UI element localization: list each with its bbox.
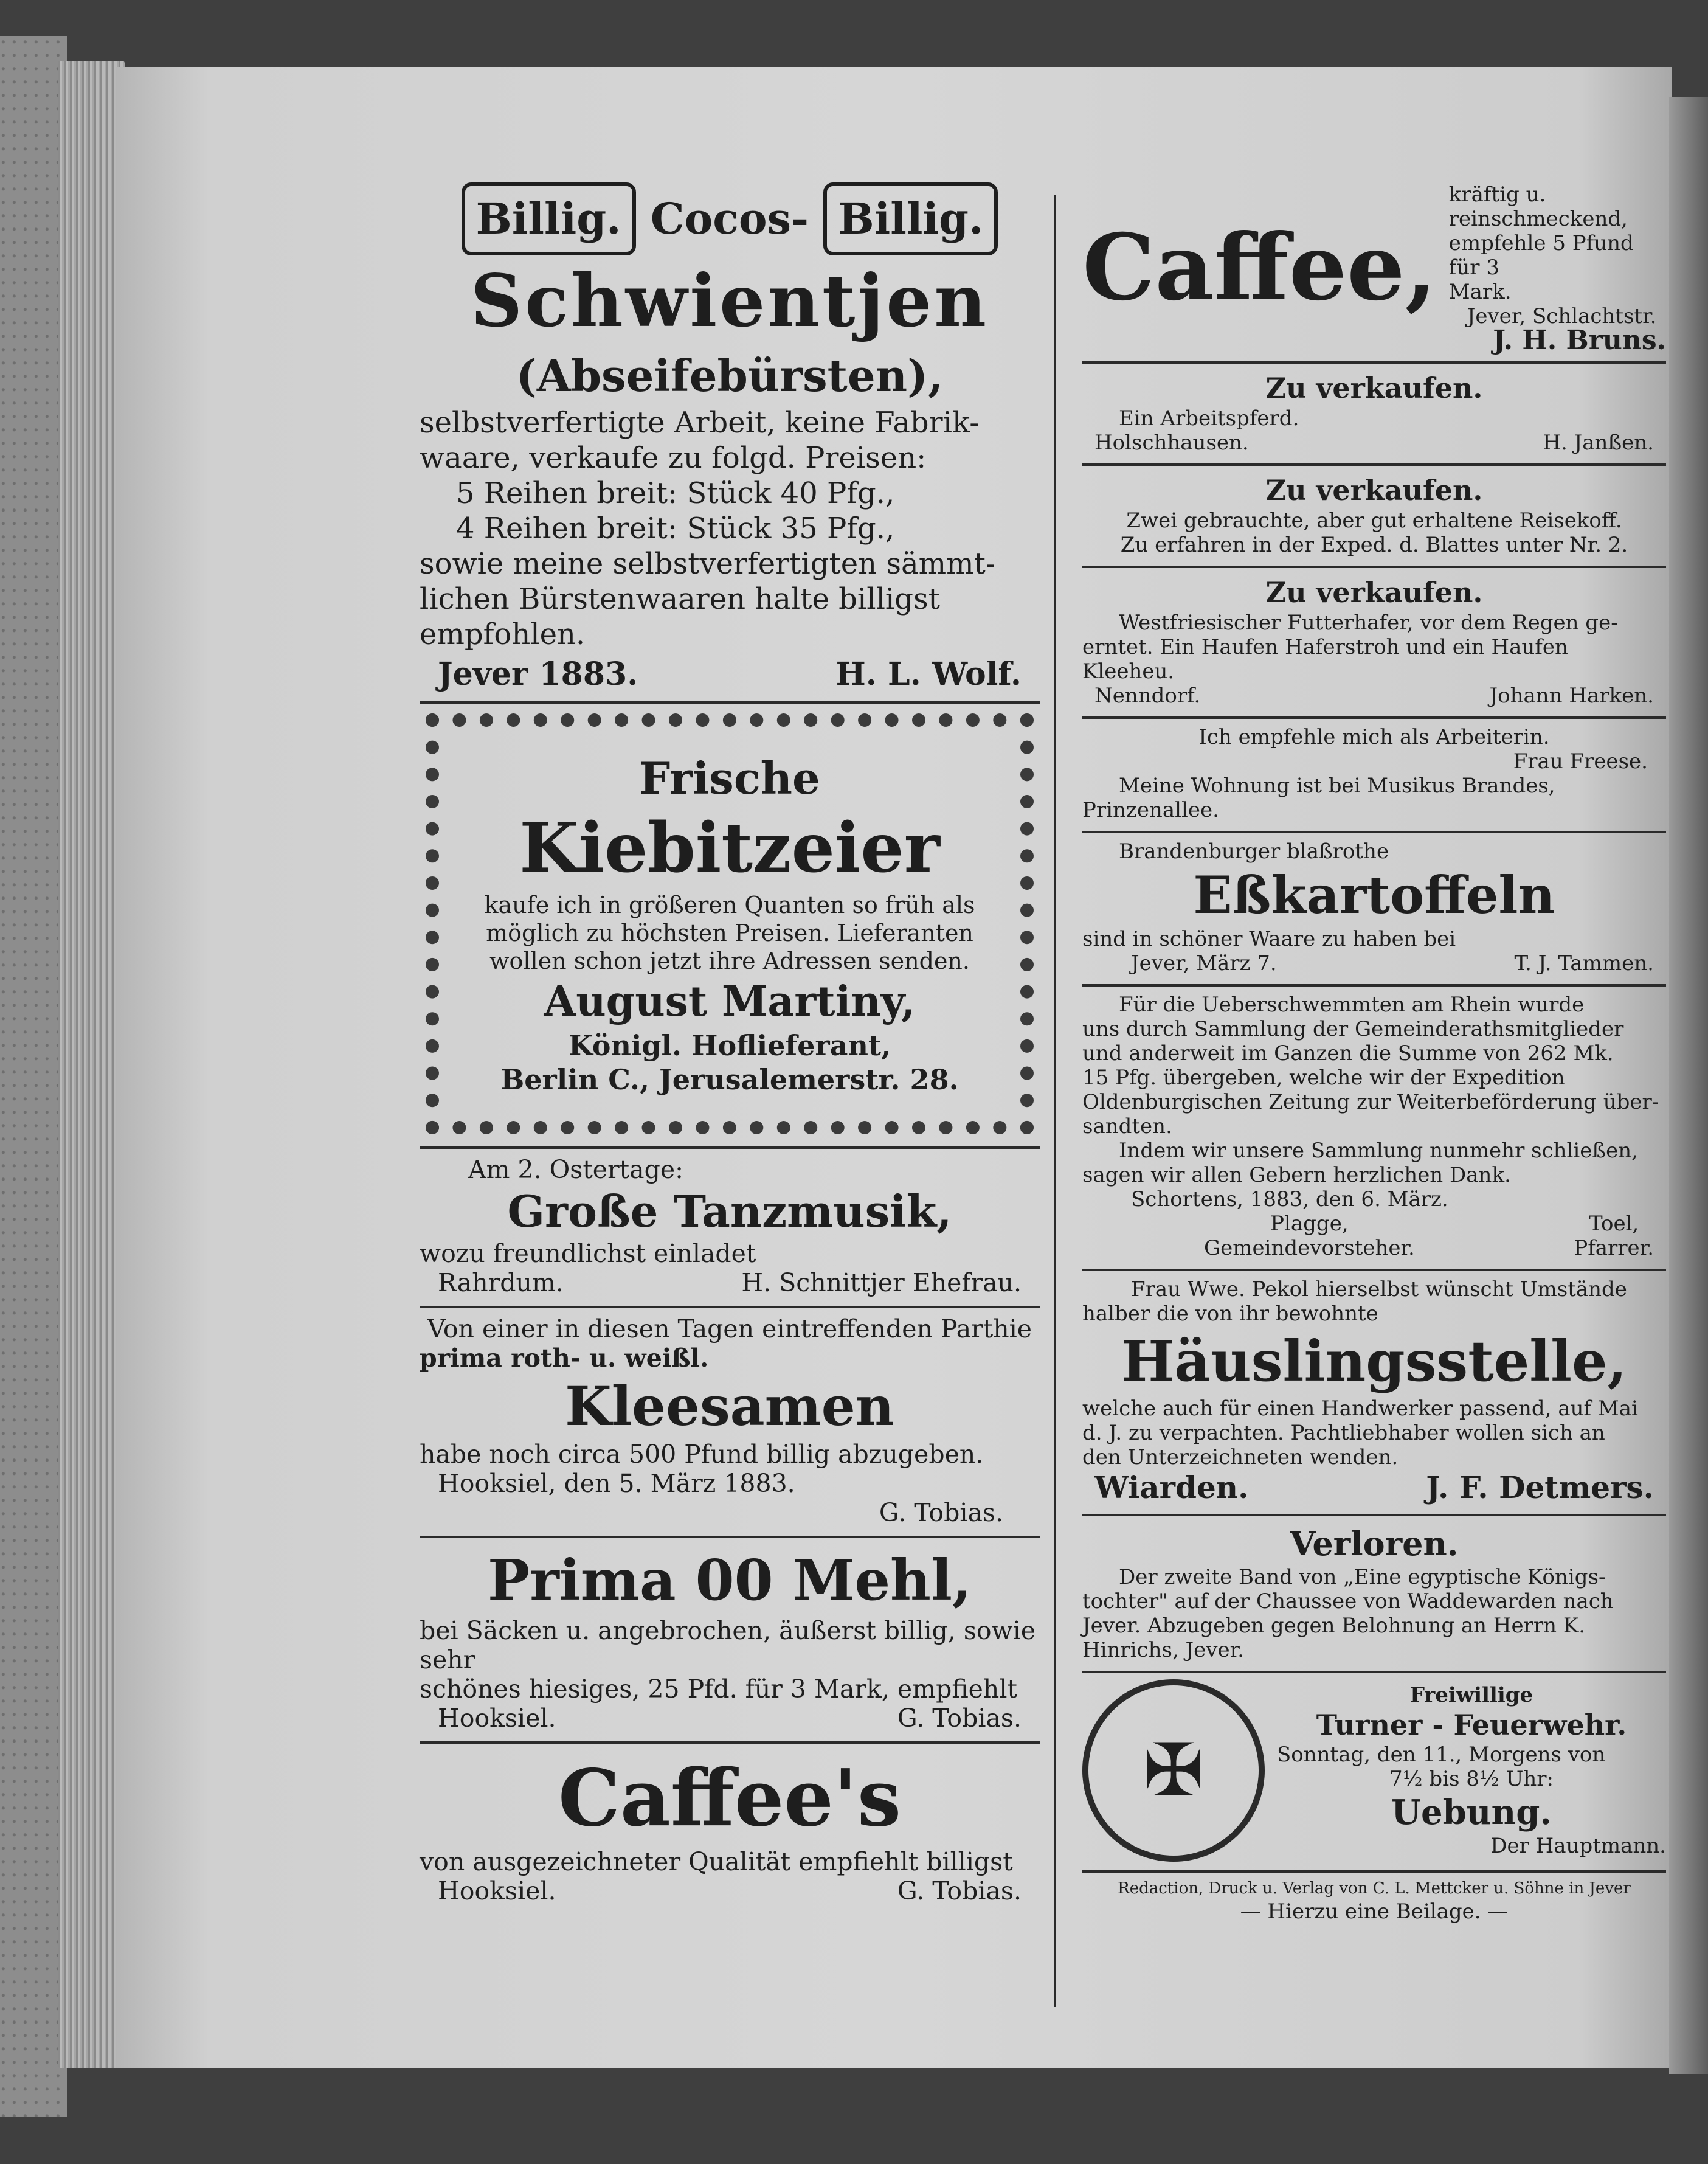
ad-line: Ich empfehle mich als Arbeiterin. [1198,725,1550,749]
signer-title: Gemeindevorsteher. [1204,1236,1415,1260]
ad-intro: Brandenburger blaßrothe [1119,839,1389,864]
ad-place: Rahrdum. [438,1268,564,1297]
ad-line: Indem wir unsere Sammlung nunmehr schließen, [1119,1139,1638,1163]
ad-mehl [420,1538,1040,1744]
ad-sub: prima roth- u. weißl. [420,1344,709,1373]
ad-topline: Freiwillige [1409,1683,1533,1707]
ad-verkauf-2 [1082,466,1666,568]
ad-line: Zwei gebrauchte, aber gut erhaltene Reisekoff. [1126,508,1622,533]
ad-headline: Kiebitzeier [519,808,940,888]
signer-name: Toel, [1589,1212,1639,1236]
ad-signature: Frau Freese. [1513,749,1648,774]
ad-line: welche auch für einen Handwerker passend, auf Mai [1082,1396,1638,1421]
ad-line: sagen wir allen Gebern herzlichen Dank. [1082,1163,1511,1187]
signer-title: Pfarrer. [1574,1236,1654,1260]
ad-signature: G. Tobias. [897,1876,1022,1906]
ad-rhein [1082,987,1666,1271]
ad-line: erntet. Ein Haufen Haferstroh und ein Haufen [1082,635,1568,659]
ad-headline: Uebung. [1391,1792,1552,1833]
ad-headline: Prima 00 Mehl, [488,1547,972,1613]
ad-place: Wiarden. [1094,1469,1249,1505]
ad-line: waare, verkaufe zu folgd. Preisen: [420,441,927,475]
ad-signature: H. Janßen. [1543,431,1654,455]
ad-headline: Caffee, [1082,214,1437,321]
cocos-word: Cocos- [650,193,809,244]
ad-place: Hooksiel. [438,1704,556,1733]
ad-topline: Frische [639,752,820,804]
ad-subhead: (Abseifebürsten), [516,350,944,401]
book-cover-edge [0,36,67,2117]
ad-intro: Von einer in diesen Tagen eintreffenden Parthie [427,1314,1032,1344]
ad-line: Prinzenallee. [1082,798,1219,822]
ad-place: Holschhausen. [1094,431,1249,455]
ad-line: Westfriesischer Futterhafer, vor dem Regen ge- [1119,611,1618,635]
ad-arbeiterin [1082,719,1666,833]
ad-line: 7½ bis 8½ Uhr: [1389,1767,1554,1791]
ad-line: empfehle 5 Pfund für 3 [1448,231,1634,280]
ad-tanzmusik [420,1149,1040,1308]
ad-signature: G. Tobias. [897,1704,1022,1733]
ad-date: Schortens, 1883, den 6. März. [1131,1187,1448,1212]
ad-line: Jever. Abzugeben gegen Belohnung an Herrn K. [1082,1614,1586,1638]
ad-line: Frau Wwe. Pekol hierselbst wünscht Umstände [1131,1277,1627,1302]
ad-line: Der zweite Band von „Eine egyptische Königs- [1119,1565,1606,1589]
ad-name: August Martiny, [544,977,916,1026]
ad-line: Meine Wohnung ist bei Musikus Brandes, [1119,774,1555,798]
turner-cross-emblem-icon: ✠ [1082,1679,1265,1862]
ad-body [420,405,1040,652]
ad-caffee [1082,176,1666,364]
left-column [420,176,1040,1914]
ad-signature: T. J. Tammen. [1514,951,1654,976]
ad-place: Nenndorf. [1094,684,1201,708]
ad-title: Turner - Feuerwehr. [1316,1708,1627,1741]
ad-line: Zu erfahren in der Exped. d. Blattes unter Nr. 2. [1120,533,1628,557]
ad-line: schönes hiesiges, 25 Pfd. für 3 Mark, empfiehlt [420,1674,1017,1704]
billig-badge-left: Billig. [462,182,636,255]
ad-title: Zu verkaufen. [1265,372,1483,404]
ad-line: Für die Ueberschwemmten am Rhein wurde [1119,993,1585,1017]
ad-line: sandten. [1082,1114,1172,1139]
ad-cocos [420,176,1040,704]
book-gutter [1669,97,1708,2074]
ad-headline: Eßkartoffeln [1193,865,1555,925]
ad-intro: Am 2. Ostertage: [468,1155,683,1184]
ad-headline: Schwientjen [470,258,989,343]
ad-line: habe noch circa 500 Pfund billig abzugeben. [420,1440,984,1469]
right-column [1082,176,1666,1924]
ad-title: Zu verkaufen. [1265,474,1483,507]
ad-place: Jever 1883. [438,656,638,693]
column-rule [1054,195,1056,2007]
ad-line: empfohlen. [420,617,586,651]
ad-line: d. J. zu verpachten. Pachtliebhaber wollen sich an [1082,1421,1605,1445]
ad-title: Königl. Hoflieferant, [568,1029,891,1062]
ad-verloren [1082,1516,1666,1673]
ad-line: 4 Reihen breit: Stück 35 Pfg., [456,512,895,546]
ad-line: wozu freundlichst einladet [420,1239,756,1268]
ad-address: Berlin C., Jerusalemerstr. 28. [500,1063,959,1096]
signer-name: Plagge, [1270,1212,1349,1236]
ad-signature: Johann Harken. [1489,684,1654,708]
ad-kleesamen [420,1308,1040,1538]
ad-line: Sonntag, den 11., Morgens von [1277,1743,1606,1767]
billig-badge-right: Billig. [823,182,998,255]
ad-line: kräftig u. reinschmeckend, [1448,182,1628,231]
ad-line: wollen schon jetzt ihre Adressen senden. [489,948,970,974]
ad-line: bei Säcken u. angebrochen, äußerst billig, sowie sehr [420,1616,1036,1674]
ad-signature: Der Hauptmann. [1490,1834,1666,1858]
ad-verkauf-1 [1082,364,1666,466]
ad-headline: Häuslingsstelle, [1121,1328,1627,1394]
ad-signature: J. F. Detmers. [1426,1469,1654,1505]
ad-line: 15 Pfg. übergeben, welche wir der Expedition [1082,1066,1565,1090]
ad-verkauf-3 [1082,568,1666,719]
ad-address: Jever, Schlachtstr. [1467,304,1657,328]
imprint: Redaction, Druck u. Verlag von C. L. Mettcker u. Söhne in Jever [1118,1879,1631,1898]
ad-feuerwehr [1082,1673,1666,1873]
page-stack [58,61,125,2068]
ad-line: Ein Arbeitspferd. [1119,406,1299,431]
ad-line: selbstverfertigte Arbeit, keine Fabrik- [420,406,980,440]
ad-place: Jever, März 7. [1131,951,1277,976]
ad-line: uns durch Sammlung der Gemeinderathsmitglieder [1082,1017,1624,1041]
ad-caffees [420,1744,1040,1914]
ad-headline: Große Tanzmusik, [507,1185,952,1237]
ad-line: lichen Bürstenwaaren halte billigst [420,582,940,616]
ad-line: Oldenburgischen Zeitung zur Weiterbeförderung über- [1082,1090,1659,1114]
ad-title: Verloren. [1290,1524,1459,1563]
ad-line: tochter" auf der Chaussee von Waddewarden nach [1082,1589,1614,1614]
ad-line: sowie meine selbstverfertigten sämmt- [420,547,996,581]
ad-signature: H. Schnittjer Ehefrau. [741,1268,1022,1297]
ad-place: Hooksiel, den 5. März 1883. [438,1469,795,1498]
ad-haeuslingsstelle [1082,1271,1666,1516]
ad-line: halber die von ihr bewohnte [1082,1302,1378,1326]
ad-signature: G. Tobias. [879,1498,1003,1527]
ad-headline: Caffee's [558,1753,901,1844]
ad-line: Kleeheu. [1082,659,1175,684]
ad-signature: J. H. Bruns. [1493,325,1666,356]
ad-line: kaufe ich in größeren Quanten so früh als [484,892,975,918]
ad-line: von ausgezeichneter Qualität empfiehlt billigst [420,1847,1013,1876]
ad-signature: H. L. Wolf. [835,656,1022,693]
supplement-note: — Hierzu eine Beilage. — [1240,1899,1509,1924]
ad-kartoffeln [1082,833,1666,987]
ad-place: Hooksiel. [438,1876,556,1906]
ad-line: sind in schöner Waare zu haben bei [1082,927,1456,951]
ad-line: den Unterzeichneten wenden. [1082,1445,1399,1469]
ad-line: 5 Reihen breit: Stück 40 Pfg., [456,476,895,510]
dotted-frame [426,713,1034,1134]
ad-line: und anderweit im Ganzen die Summe von 262 Mk. [1082,1041,1614,1066]
ad-line: möglich zu höchsten Preisen. Lieferanten [486,920,973,946]
ad-line: Hinrichs, Jever. [1082,1638,1244,1662]
ad-line: Mark. [1448,280,1512,304]
ad-title: Zu verkaufen. [1265,576,1483,609]
ad-kiebitzeier [420,704,1040,1149]
ad-headline: Kleesamen [565,1375,894,1438]
